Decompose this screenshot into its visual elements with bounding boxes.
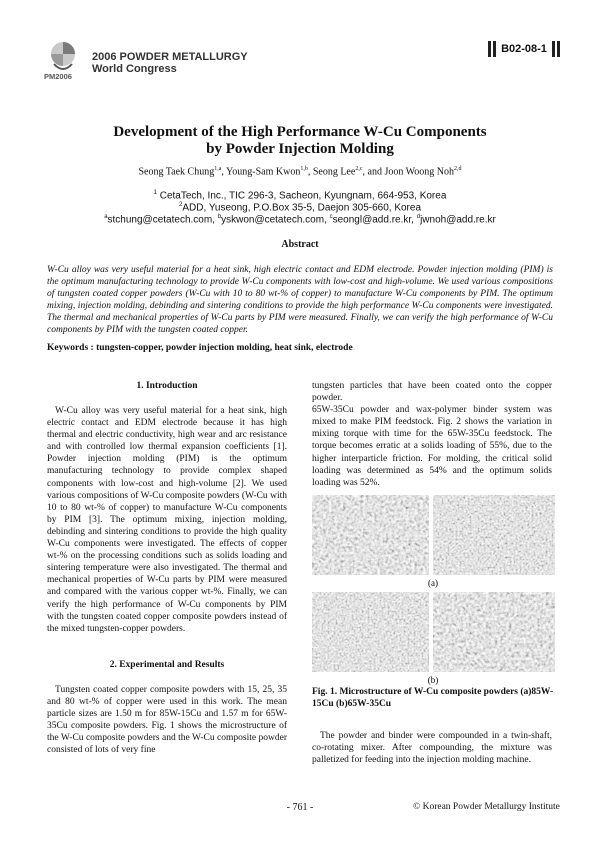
conference-name: 2006 POWDER METALLURGY <box>92 51 248 63</box>
logo-text: PM2006 <box>44 72 72 81</box>
section-1-heading: 1. Introduction <box>136 381 198 391</box>
author-2: Young-Sam Kwon <box>226 166 301 178</box>
paper-code-text: B02-08-1 <box>501 43 547 55</box>
paragraph: 65W-35Cu powder and wax-polymer binder system was mixed to make PIM feedstock. Fig. 2 shows the variation in mixing torque with time for the 65W-35Cu feedstock. The torque becomes erratic at a solids loading of 55%, due to the higher interparticle friction. For molding, the critical solid loading was determined as 54% and the optimum solids loading was 52%. <box>312 405 552 488</box>
micrograph-b-right <box>433 592 555 672</box>
email-list <box>0 214 600 225</box>
email-b: yskwon@cetatech.com, <box>221 214 330 226</box>
abstract-heading: Abstract <box>281 239 319 250</box>
copyright: © Korean Powder Metallurgy Institute <box>413 802 560 812</box>
email-d: jwnoh@add.re.kr <box>420 214 496 226</box>
author-separator: , <box>307 166 313 178</box>
author-3-sup: 2,c <box>355 166 363 172</box>
email-c: seongl@add.re.kr, <box>332 214 417 226</box>
micrograph-b-left <box>312 592 429 672</box>
author-separator: , <box>221 166 227 178</box>
email-a: stchung@cetatech.com, <box>107 214 218 226</box>
paper-title-line1: Development of the High Performance W-Cu Components <box>113 124 487 140</box>
right-column-text <box>312 380 552 489</box>
affiliation-2 <box>0 202 600 213</box>
section-2-body: Tungsten coated copper composite powders with 15, 25, 35 and 80 wt-% of copper were used in this work. The mean particle sizes are 1.50 m for 85W-15Cu and 1.57 m for 65W-35Cu composite powders. Fig. 1 shows the microstructure of the W-Cu composite powders and the W-Cu composite powder consisted of lots of very fine <box>47 685 287 756</box>
affiliation-2-sup: 2 <box>178 202 183 208</box>
author-2-sup: 1,b <box>300 166 308 172</box>
section-2-heading: 2. Experimental and Results <box>109 660 225 670</box>
author-3: Seong Lee <box>312 166 356 178</box>
microstructure-figure <box>312 495 555 687</box>
author-list <box>0 166 600 177</box>
author-4-sup: 2,d <box>454 166 462 172</box>
affiliation-1-text: CetaTech, Inc., TIC 296-3, Sacheon, Kyungnam, 664-953, Korea <box>156 190 447 202</box>
email-sup: d <box>416 214 421 220</box>
author-1: Seong Taek Chung <box>138 166 215 178</box>
email-sup: b <box>217 214 222 220</box>
author-4: Joon Woong Noh <box>384 166 455 178</box>
paper-code <box>488 41 560 57</box>
keywords: Keywords : tungsten-copper, powder injection molding, heat sink, electrode <box>47 343 353 353</box>
paragraph: tungsten particles that have been coated onto the copper powder. <box>312 381 552 404</box>
paper-title-line2: by Powder Injection Molding <box>206 141 394 157</box>
figure-label-b: (b) <box>427 675 439 685</box>
section-1-body: W-Cu alloy was very useful material for a heat sink, high electric contact and EDM electrode because it has high thermal and electric conductivity, high wear and arc resistance and with controlled low thermal expansion coefficients [1]. Powder injection molding (PIM) is the optimum manufacturing technology to provide complex shaped components with low-cost and high-volume [2]. We used various compositions of W-Cu composite powders (W-Cu with 10 to 80 wt-% of copper) to manufacture W-Cu components by PIM [3]. The optimum mixing, injection molding, debinding and sintering conditions to provide the high quality W-Cu components were investigated. The effects of copper wt-% on the processing conditions such as solids loading and sintering temperature were also investigated. The thermal and mechanical properties of W-Cu parts by PIM were measured and compared with the various copper wt-%. Finally, we can verify the high performance of W-Cu components by PIM with the tungsten coated copper composite powders instead of the mixed tungsten-copper powders. <box>47 406 287 634</box>
figure-label-a: (a) <box>428 578 438 588</box>
email-sup: c <box>329 214 333 220</box>
conference-subtitle: World Congress <box>92 63 177 75</box>
affiliation-2-text: ADD, Yuseong, P.O.Box 35-5, Daejon 305-660, Korea <box>182 202 422 214</box>
author-1-sup: 1,a <box>214 166 222 172</box>
right-column-paragraph-3: The powder and binder were compounded in a twin-shaft, co-rotating mixer. After compounding, the mixture was palletized for feeding into the injection molding machine. <box>312 731 552 766</box>
micrograph-a-right <box>433 495 555 575</box>
author-separator: , and <box>362 166 385 178</box>
abstract-body: W-Cu alloy was very useful material for a heat sink, high electric contact and EDM electrode. Powder injection molding (PIM) is the optimum manufacturing technology to provide W-Cu components with low-cost and high-volume. We used various compositions of tungsten coated copper powders (W-Cu with 10 to 80 wt-% of copper) to manufacture W-Cu components by PIM. The optimum mixing, injection molding, debinding and sintering conditions to provide the high performance W-Cu components were investigated. The thermal and mechanical properties of W-Cu parts by PIM were measured. Finally, we can verify the high performance of W-Cu components by PIM with the tungsten coated copper. <box>47 265 553 336</box>
email-sup: a <box>104 214 108 220</box>
page-number: - 761 - <box>286 802 314 813</box>
figure-caption: Fig. 1. Microstructure of W-Cu composite powders (a)85W-15Cu (b)65W-35Cu <box>312 687 554 709</box>
affiliation-1-sup: 1 <box>153 190 157 196</box>
micrograph-a-left <box>312 495 429 575</box>
affiliation-1 <box>0 190 600 201</box>
